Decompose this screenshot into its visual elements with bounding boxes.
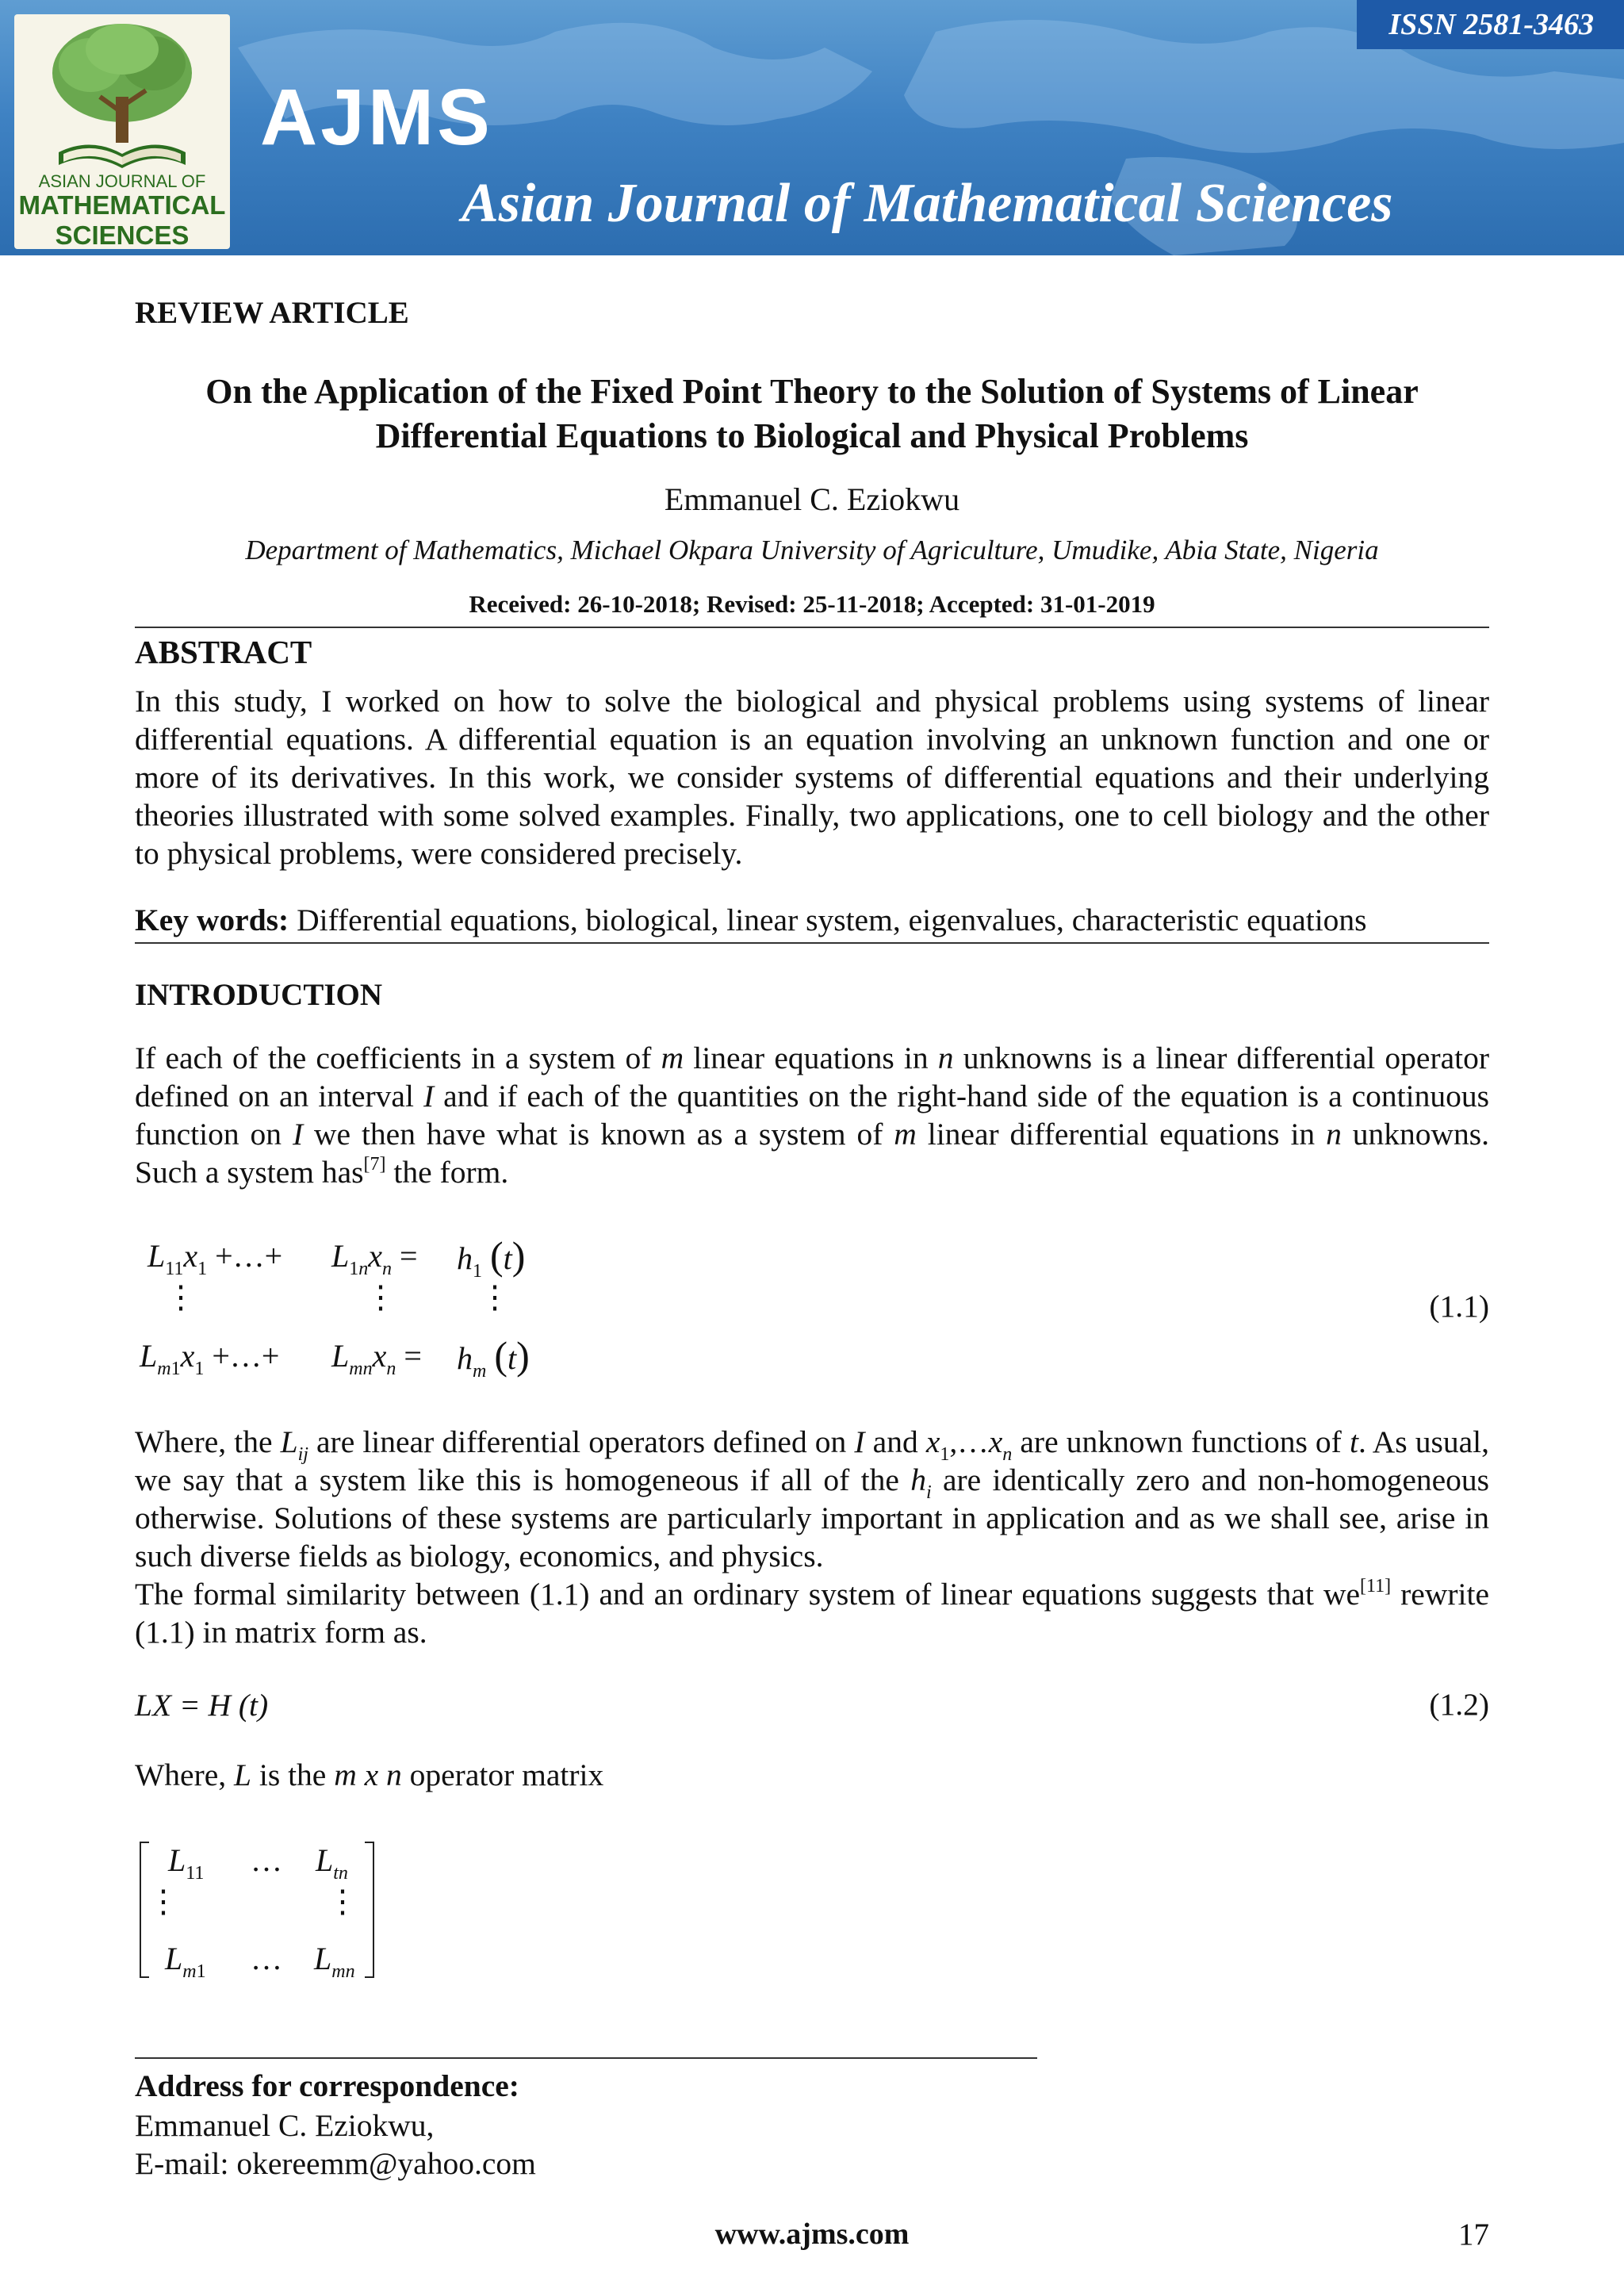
author-affiliation: Department of Mathematics, Michael Okpara University of Agriculture, Umudike, Abia State, Nigeria (245, 535, 1379, 565)
article-title (135, 370, 1489, 458)
divider (135, 942, 1489, 944)
journal-logo (14, 14, 230, 249)
journal-acronym: AJMS (260, 73, 493, 162)
page-number: 17 (1458, 2217, 1489, 2252)
keywords-label: Key words: (135, 903, 289, 937)
article-title-line-2: Differential Equations to Biological and Physical Problems (375, 416, 1249, 455)
logo-line-2: MATHEMATICAL (18, 190, 226, 220)
author-name: Emmanuel C. Eziokwu (664, 481, 960, 517)
journal-website: www.ajms.com (714, 2217, 910, 2251)
article-dates: Received: 26-10-2018; Revised: 25-11-2018; Accepted: 31-01-2019 (469, 590, 1155, 618)
keywords (135, 901, 1489, 939)
article-type: REVIEW ARTICLE (135, 296, 409, 330)
equation-number-1-2: (1.2) (1429, 1687, 1489, 1722)
issn-badge: ISSN 2581-3463 (1357, 0, 1624, 49)
citation-ref: [11] (1360, 1576, 1392, 1596)
introduction-heading: INTRODUCTION (135, 978, 383, 1012)
logo-line-3: SCIENCES (55, 220, 190, 250)
equation-number-1-1: (1.1) (1429, 1289, 1489, 1324)
footnote-divider (135, 2057, 1037, 2059)
abstract-heading: ABSTRACT (135, 634, 312, 670)
citation-ref: [7] (363, 1154, 386, 1175)
abstract-text: In this study, I worked on how to solve the biological and physical problems using systems of linear differential equations. A differential equation is an equation involving an unknown function and one or more of its derivatives. In this work, we consider systems of differential equations and their underlying theories illustrated with some solved examples. Finally, two applications, one to cell biology and the other to physical problems, were considered precisely. (135, 684, 1489, 871)
tree-book-logo-icon (43, 17, 201, 173)
correspondence-name: Emmanuel C. Eziokwu, (135, 2108, 435, 2143)
divider (135, 627, 1489, 628)
correspondence-label: Address for correspondence: (135, 2068, 519, 2103)
article-title-line-1: On the Application of the Fixed Point Theory to the Solution of Systems of Linear (205, 372, 1419, 411)
equation-1-2: LX = H (t) (135, 1688, 269, 1723)
journal-name: Asian Journal of Mathematical Sciences (462, 173, 1393, 234)
intro-paragraph-3: The formal similarity between (1.1) and an ordinary system of linear equations suggests that we[11] rewrite (1.1) in matrix form as. (135, 1576, 1489, 1650)
keywords-list: Differential equations, biological, linear system, eigenvalues, characteristic equations (297, 903, 1367, 937)
journal-banner (0, 0, 1624, 255)
matrix-right-bracket (365, 1842, 374, 1978)
correspondence-email: E-mail: okereemm@yahoo.com (135, 2146, 536, 2181)
intro-paragraph-4: Where, L is the m x n operator matrix (135, 1757, 604, 1792)
intro-paragraph-1: If each of the coefficients in a system of m linear equations in n unknowns is a linear differential operator defined on an interval I and if each of the quantities on the right-hand side of the equation is a continuous function on I we then have what is known as a system of m linear differential equations in n unknowns. Such a system has[7] the form. (135, 1041, 1490, 1190)
intro-paragraph-2: Where, the $L_{ij}$ are linear differential operators defined on I and $x_1,\dots x_n$ are unknown functions of t. As usual, we say that a system like this is homogeneous if all of the $h_i$ are identically zero and non-homogeneous otherwise. Solutions of these systems are particularly important in application and as we shall see, arise in such diverse fields as biology, economics, and physics. (135, 1424, 1490, 1573)
logo-line-1: ASIAN JOURNAL OF (38, 171, 206, 191)
